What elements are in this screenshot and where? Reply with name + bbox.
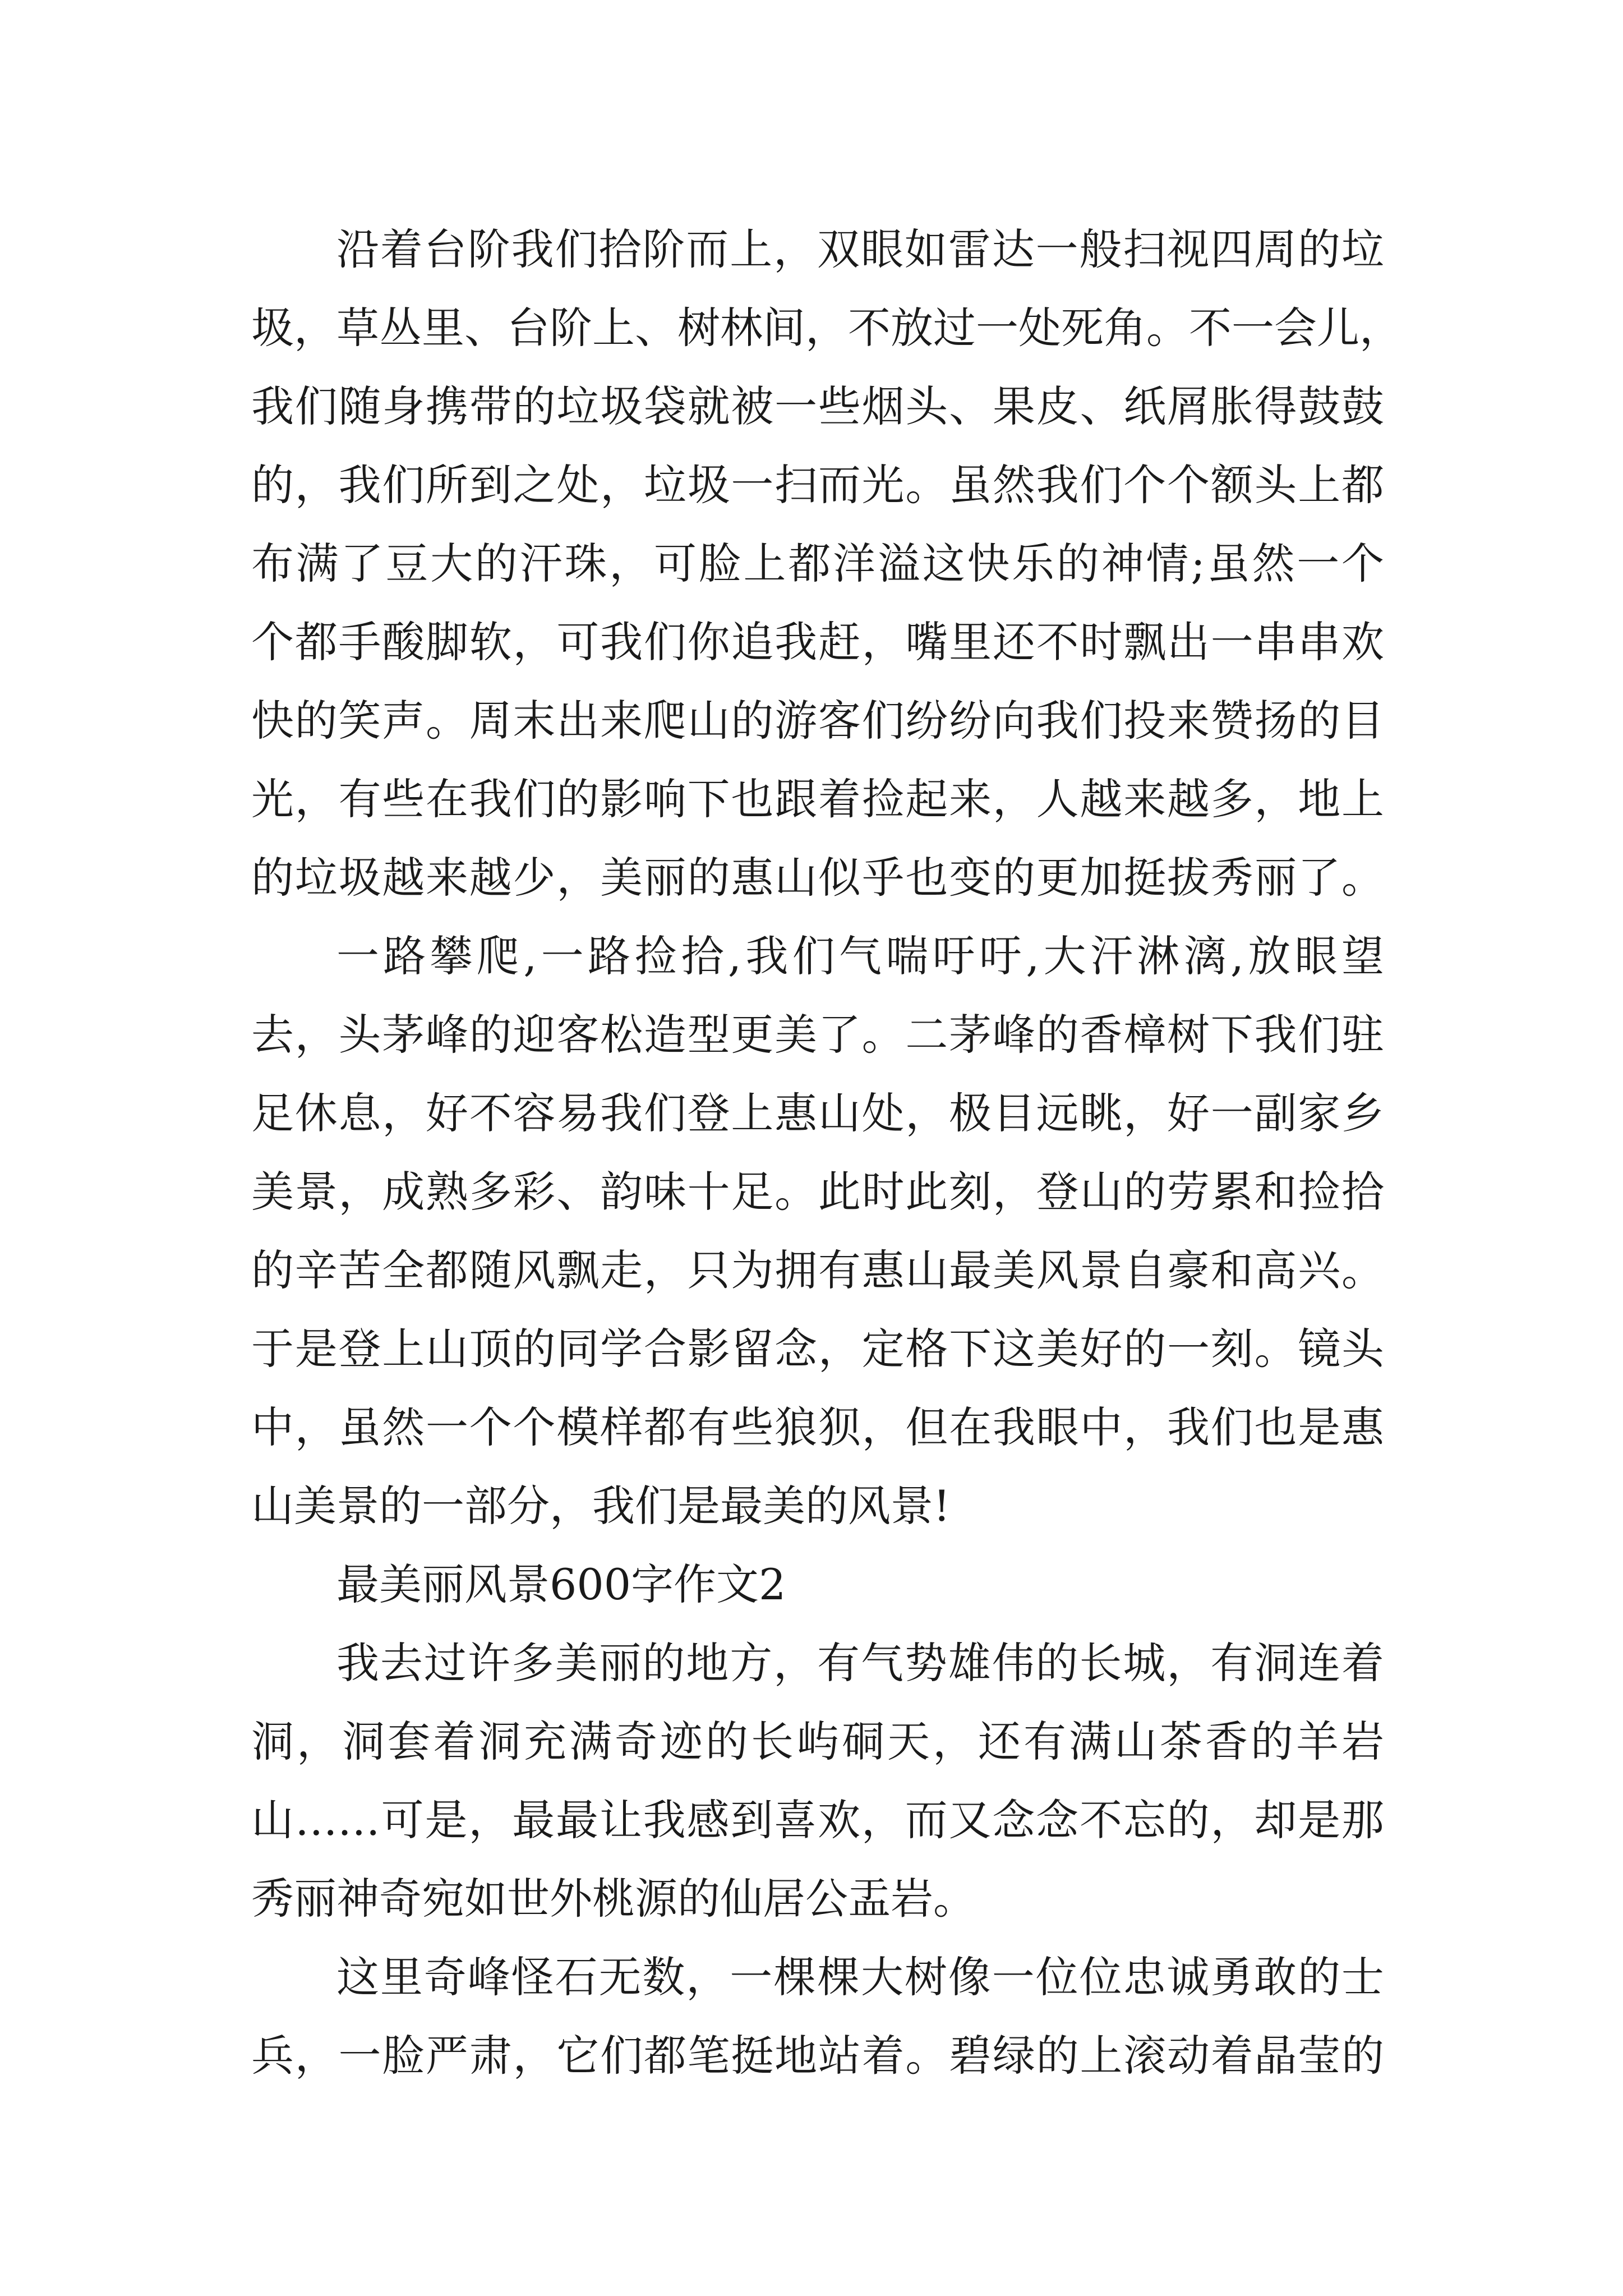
paragraph-1-line-9: 的垃圾越来越少，美丽的惠山似乎也变的更加挺拔秀丽了。 [251, 853, 1384, 903]
paragraph-1-line-1: 沿着台阶我们拾阶而上，双眼如雷达一般扫视四周的垃 [336, 224, 1384, 274]
paragraph-2-line-7: 中，虽然一个个模样都有些狼狈，但在我眼中，我们也是惠 [251, 1402, 1384, 1452]
essay-heading: 最美丽风景600字作文2 [336, 1559, 786, 1609]
paragraph-1-line-7: 快的笑声。周末出来爬山的游客们纷纷向我们投来赞扬的目 [251, 696, 1384, 746]
paragraph-4-line-1: 这里奇峰怪石无数，一棵棵大树像一位位忠诚勇敢的士 [336, 1952, 1384, 2002]
paragraph-2-line-8: 山美景的一部分，我们是最美的风景! [251, 1481, 951, 1531]
paragraph-1-line-4: 的，我们所到之处，垃圾一扫而光。虽然我们个个额头上都 [251, 460, 1384, 510]
paragraph-1-line-6: 个都手酸脚软，可我们你追我赶，嘴里还不时飘出一串串欢 [251, 617, 1384, 667]
paragraph-2-line-1: 一路攀爬,一路捡拾,我们气喘吁吁,大汗淋漓,放眼望 [336, 931, 1384, 981]
paragraph-3-line-4: 秀丽神奇宛如世外桃源的仙居公盂岩。 [251, 1874, 976, 1924]
paragraph-2-line-5: 的辛苦全都随风飘走，只为拥有惠山最美风景自豪和高兴。 [251, 1245, 1384, 1295]
paragraph-1-line-3: 我们随身携带的垃圾袋就被一些烟头、果皮、纸屑胀得鼓鼓 [251, 381, 1384, 431]
paragraph-2-line-3: 足休息，好不容易我们登上惠山处，极目远眺，好一副家乡 [251, 1088, 1384, 1138]
paragraph-2-line-2: 去，头茅峰的迎客松造型更美了。二茅峰的香樟树下我们驻 [251, 1010, 1384, 1060]
essay-body [251, 210, 1402, 2095]
paragraph-1-line-8: 光，有些在我们的影响下也跟着捡起来，人越来越多，地上 [251, 774, 1384, 824]
paragraph-3-line-3: 山……可是，最最让我感到喜欢，而又念念不忘的，却是那 [251, 1795, 1384, 1845]
paragraph-2-line-4: 美景，成熟多彩、韵味十足。此时此刻，登山的劳累和捡拾 [251, 1167, 1384, 1217]
paragraph-3-line-2: 洞，洞套着洞充满奇迹的长屿硐天，还有满山茶香的羊岩 [251, 1717, 1384, 1766]
paragraph-4-line-2: 兵，一脸严肃，它们都笔挺地站着。碧绿的上滚动着晶莹的 [251, 2031, 1384, 2081]
paragraph-1-line-2: 圾，草丛里、台阶上、树林间，不放过一处死角。不一会儿， [251, 303, 1402, 353]
paragraph-2-line-6: 于是登上山顶的同学合影留念，定格下这美好的一刻。镜头 [251, 1324, 1384, 1374]
paragraph-3-line-1: 我去过许多美丽的地方，有气势雄伟的长城，有洞连着 [336, 1638, 1384, 1688]
paragraph-1-line-5: 布满了豆大的汗珠，可脸上都洋溢这快乐的神情;虽然一个 [251, 539, 1384, 588]
